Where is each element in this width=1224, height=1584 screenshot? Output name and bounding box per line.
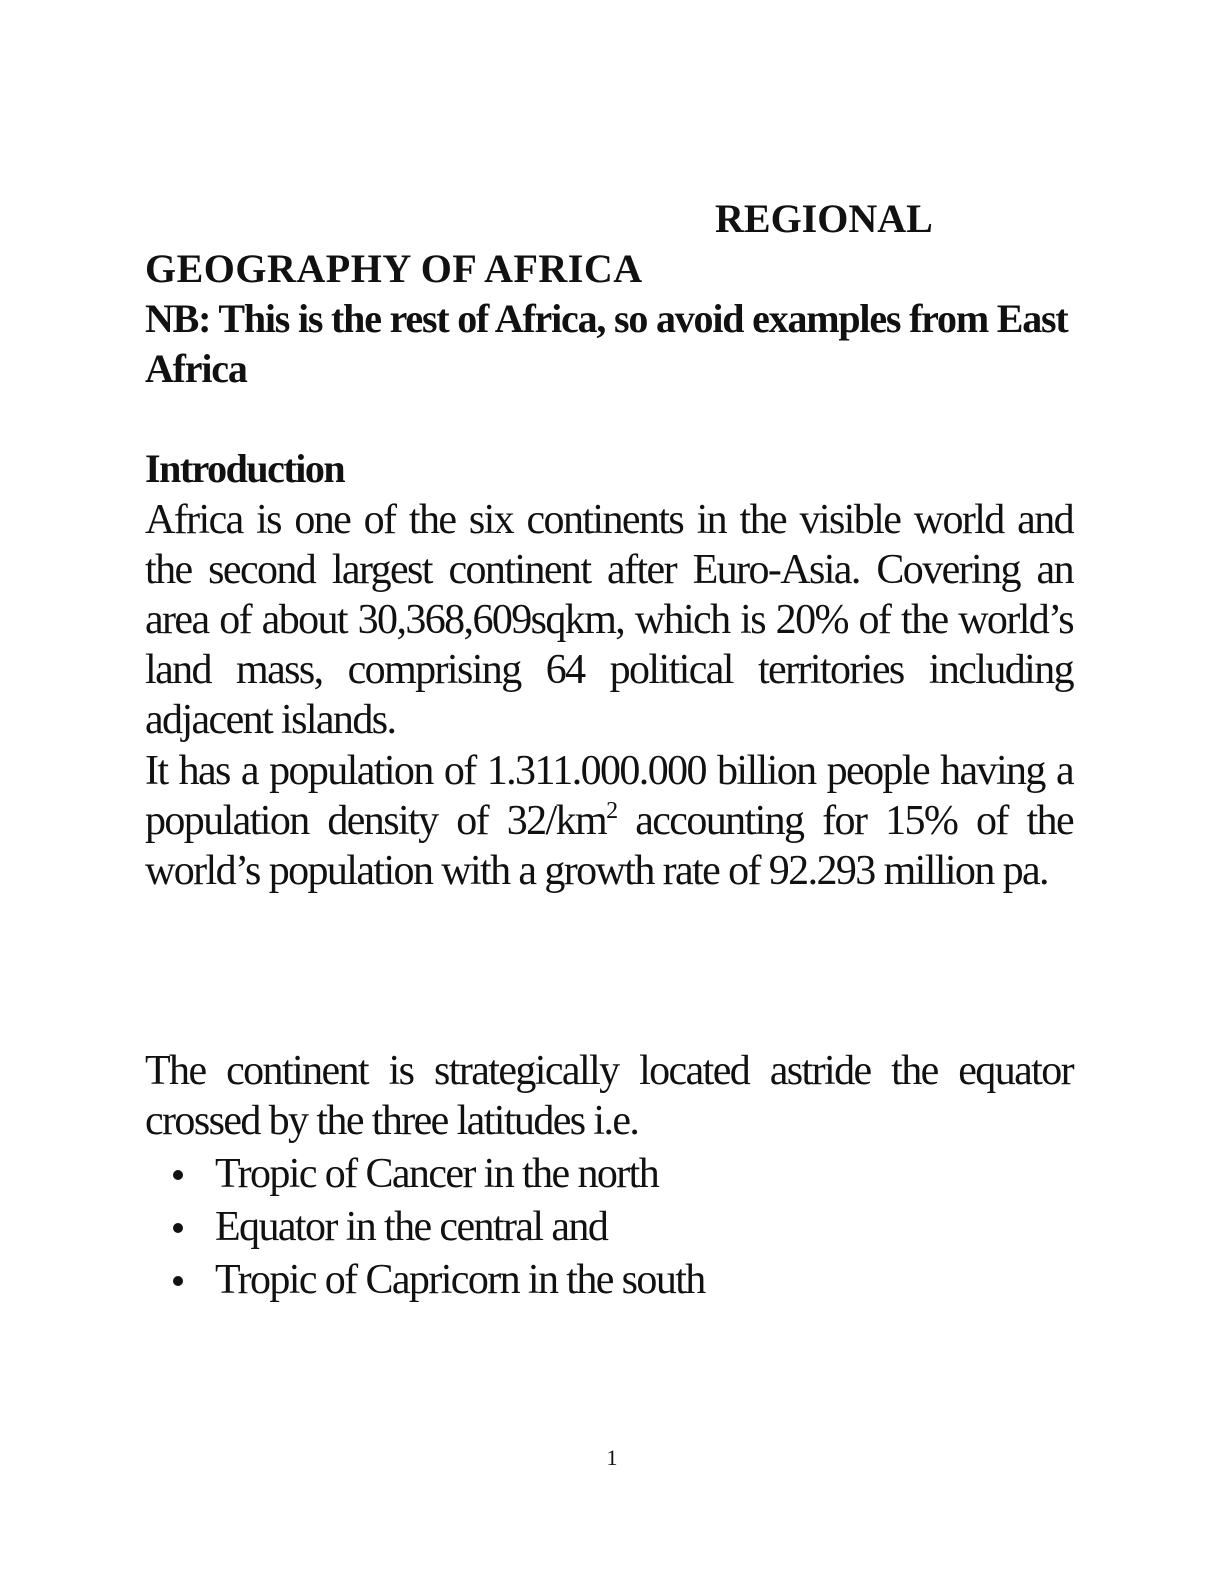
list-item bbox=[169, 1254, 705, 1307]
list-item bbox=[169, 1201, 705, 1254]
list-item-text: Equator in the central and bbox=[215, 1204, 608, 1250]
superscript-2: 2 bbox=[606, 798, 617, 824]
list-item-text: Tropic of Capricorn in the south bbox=[215, 1257, 705, 1303]
latitudes-list bbox=[169, 1148, 705, 1307]
bullet-icon bbox=[173, 1223, 183, 1233]
bullet-icon bbox=[173, 1276, 183, 1286]
page-number: 1 bbox=[606, 1445, 618, 1470]
bullet-icon bbox=[173, 1170, 183, 1180]
population-text-start: It has a population of 1.311.000.000 billion people having a population density of 32/km bbox=[145, 748, 1073, 844]
list-item bbox=[169, 1148, 705, 1201]
title-line-2: GEOGRAPHY OF AFRICA bbox=[145, 246, 643, 291]
introduction-heading: Introduction bbox=[145, 446, 345, 491]
list-item-text: Tropic of Cancer in the north bbox=[215, 1151, 659, 1197]
title-line-1: REGIONAL bbox=[715, 196, 933, 241]
nb-note: NB: This is the rest of Africa, so avoid examples from East Africa bbox=[145, 296, 1068, 391]
paragraph-area: Africa is one of the six continents in the visible world and the second largest continent after Euro-Asia. Covering an area of about 30,368,609sqkm, which is 20% of the world’s land mass, comprising 64 political territories including adjacent islands. bbox=[145, 497, 1073, 743]
paragraph-population bbox=[145, 746, 1073, 896]
population-text-end: accounting for 15% of the world’s population with a growth rate of 92.293 million pa. bbox=[145, 798, 1073, 894]
paragraph-location: The continent is strategically located astride the equator crossed by the three latitudes i.e. bbox=[145, 1048, 1073, 1144]
